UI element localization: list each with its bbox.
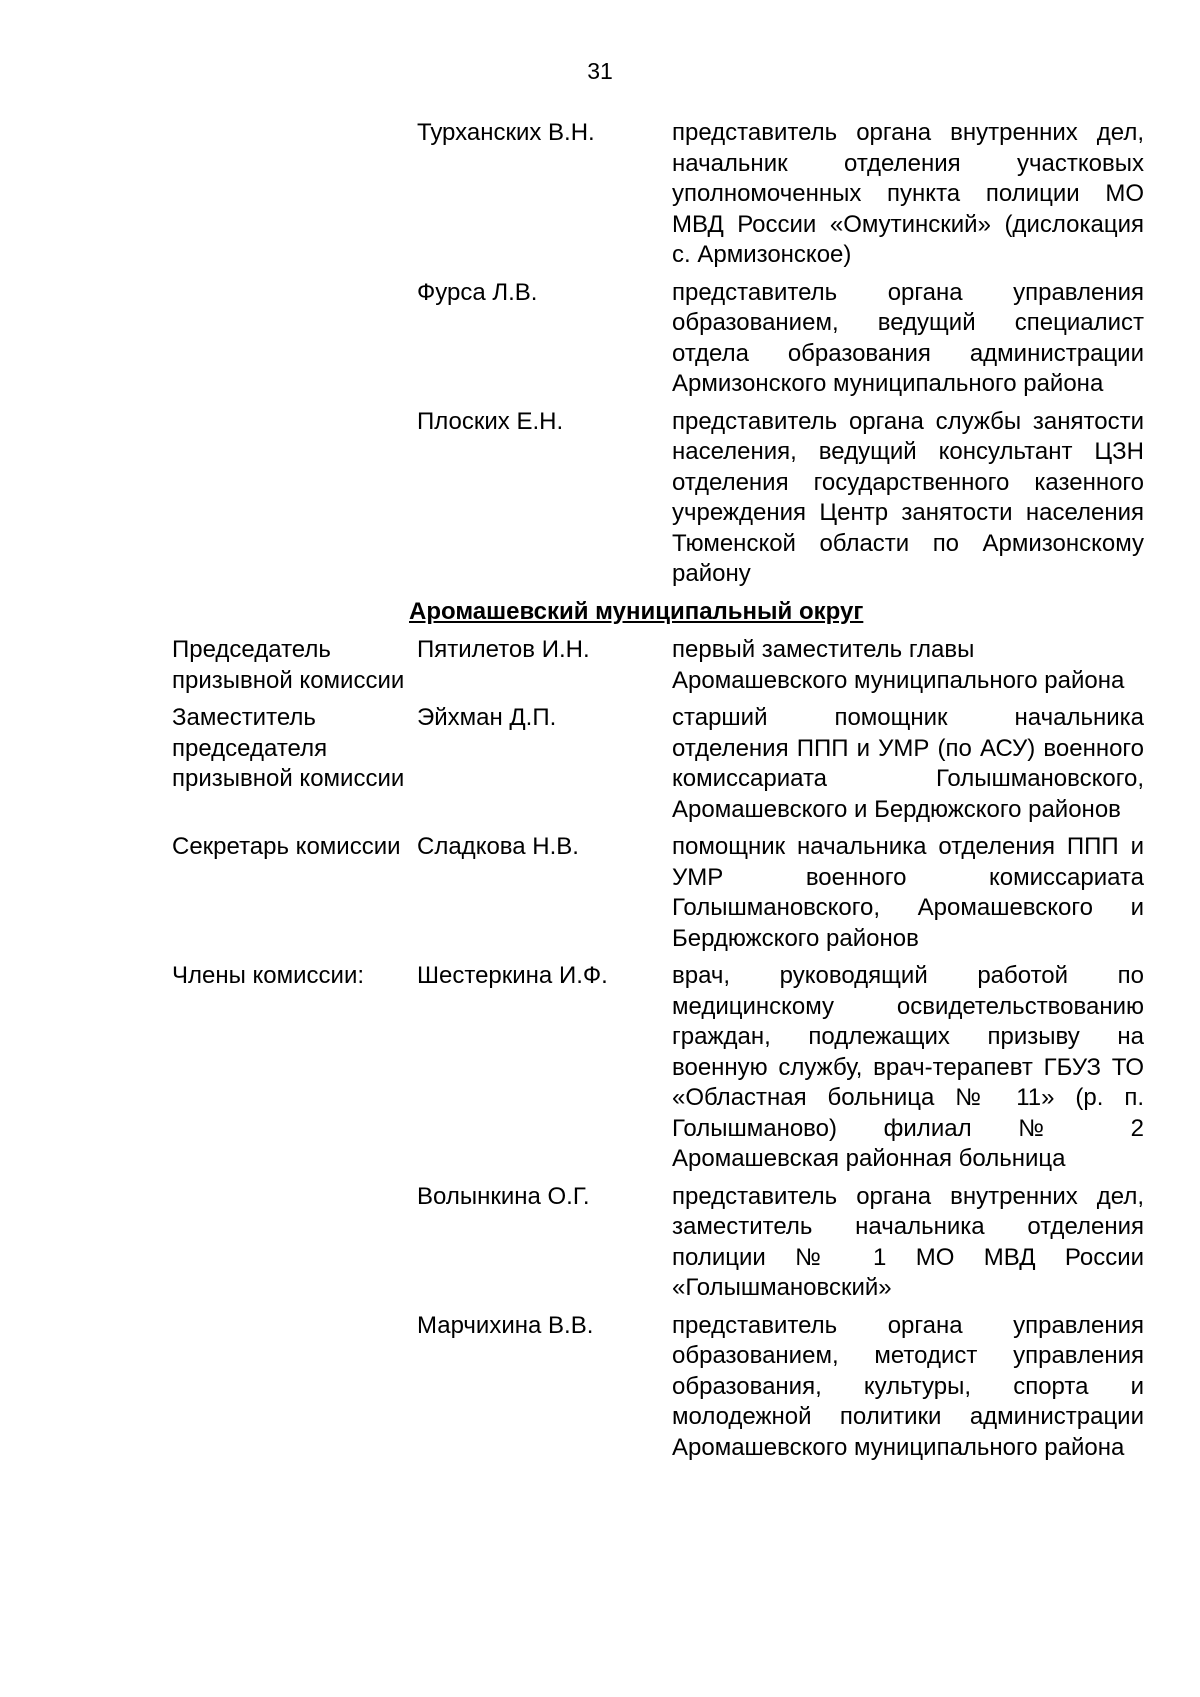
member-row: [172, 278, 1144, 400]
member-row: [172, 407, 1144, 590]
member-row: [172, 1311, 1144, 1464]
member-row: [172, 703, 1144, 825]
member-name: Сладкова Н.В.: [417, 833, 579, 860]
member-row: [172, 832, 1144, 954]
member-row: [172, 635, 1144, 696]
section-title: Аромашевский муниципальный округ: [409, 597, 864, 625]
member-description: представитель органа управления образованием, ведущий специалист отдела образования администрации Армизонского муниципального района: [672, 278, 1144, 397]
member-description: представитель органа службы занятости населения, ведущий консультант ЦЗН отделения государственного казенного учреждения Центр занятости населения Тюменской области по Армизонскому району: [672, 407, 1144, 587]
member-description: представитель органа внутренних дел, начальник отделения участковых уполномоченных пункта полиции МО МВД России «Омутинский» (дислокация с. Армизонское): [672, 119, 1144, 268]
member-name: Волынкина О.Г.: [417, 1182, 590, 1210]
member-name: Плоских Е.Н.: [417, 407, 564, 435]
member-name: Эйхман Д.П.: [417, 704, 557, 731]
member-description: первый заместитель главы Аромашевского муниципального района: [672, 636, 1125, 694]
member-name: Пятилетов И.Н.: [417, 636, 590, 663]
member-name: Фурса Л.В.: [417, 278, 538, 306]
member-description: представитель органа управления образованием, методист управления образования, культуры, спорта и молодежной политики администрации Аромашевского муниципального района: [672, 1311, 1144, 1461]
member-row: [172, 118, 1144, 271]
commission-list: [172, 118, 1144, 1470]
member-row: [172, 1182, 1144, 1304]
member-description: помощник начальника отделения ППП и УМР военного комиссариата Голышмановского, Аромашевского и Бердюжского районов: [672, 833, 1144, 952]
member-role: Заместитель председателя призывной комиссии: [172, 704, 405, 792]
member-row: [172, 961, 1144, 1175]
member-role: Члены комиссии:: [172, 962, 365, 989]
member-role: Секретарь комиссии: [172, 833, 401, 860]
member-name: Турханских В.Н.: [417, 119, 595, 146]
member-description: врач, руководящий работой по медицинскому освидетельствованию граждан, подлежащих призыву на военную службу, врач-терапевт ГБУЗ ТО «Областная больница № 11» (р. п. Голышманово) филиал № 2 Аромашевская районная больница: [672, 962, 1144, 1172]
member-role: Председатель призывной комиссии: [172, 636, 405, 694]
member-description: представитель органа внутренних дел, заместитель начальника отделения полиции № 1 МО МВД России «Голышмановский»: [672, 1182, 1144, 1301]
member-description: старший помощник начальника отделения ППП и УМР (по АСУ) военного комиссариата Голышмановского, Аромашевского и Бердюжского районов: [672, 704, 1144, 823]
member-name: Шестеркина И.Ф.: [417, 962, 608, 989]
page-number: 31: [587, 58, 613, 84]
member-name: Марчихина В.В.: [417, 1311, 594, 1339]
